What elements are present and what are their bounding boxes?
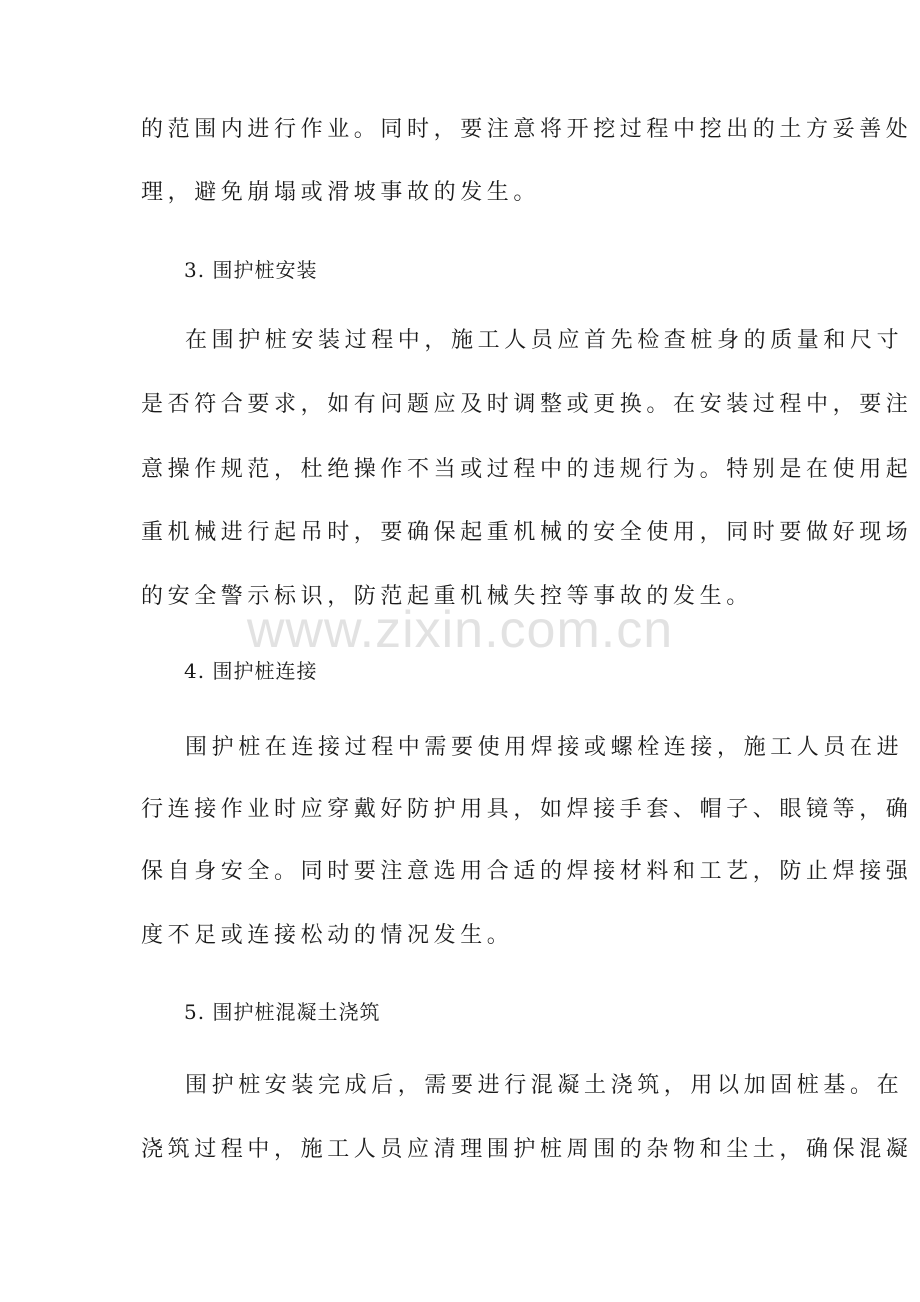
paragraph-line: 意操作规范，杜绝操作不当或过程中的违规行为。特别是在使用起 — [141, 457, 913, 482]
paragraph-line: 围护桩在连接过程中需要使用焊接或螺栓连接，施工人员在进 — [185, 735, 904, 760]
paragraph-line: 是否符合要求，如有问题应及时调整或更换。在安装过程中，要注 — [141, 392, 913, 417]
paragraph-line: 的范围内进行作业。同时，要注意将开挖过程中挖出的土方妥善处 — [141, 117, 913, 142]
section-heading-4: 4. 围护桩连接 — [184, 659, 318, 683]
paragraph-line: 行连接作业时应穿戴好防护用具，如焊接手套、帽子、眼镜等，确 — [141, 797, 913, 822]
paragraph-line: 保自身安全。同时要注意选用合适的焊接材料和工艺，防止焊接强 — [141, 859, 913, 884]
paragraph-line: 浇筑过程中，施工人员应清理围护桩周围的杂物和尘土，确保混凝 — [141, 1137, 913, 1162]
section-heading-5: 5. 围护桩混凝土浇筑 — [184, 1000, 381, 1024]
paragraph-line: 理，避免崩塌或滑坡事故的发生。 — [141, 180, 541, 205]
watermark: www.zixin.com.cn — [246, 601, 674, 659]
paragraph-line: 围护桩安装完成后，需要进行混凝土浇筑，用以加固桩基。在 — [185, 1073, 904, 1098]
paragraph-line: 的安全警示标识，防范起重机械失控等事故的发生。 — [141, 584, 753, 609]
paragraph-line: 度不足或连接松动的情况发生。 — [141, 923, 514, 948]
paragraph-line: 重机械进行起吊时，要确保起重机械的安全使用，同时要做好现场 — [141, 520, 913, 545]
paragraph-line: 在围护桩安装过程中，施工人员应首先检查桩身的质量和尺寸 — [185, 328, 904, 353]
section-heading-3: 3. 围护桩安装 — [184, 258, 318, 282]
